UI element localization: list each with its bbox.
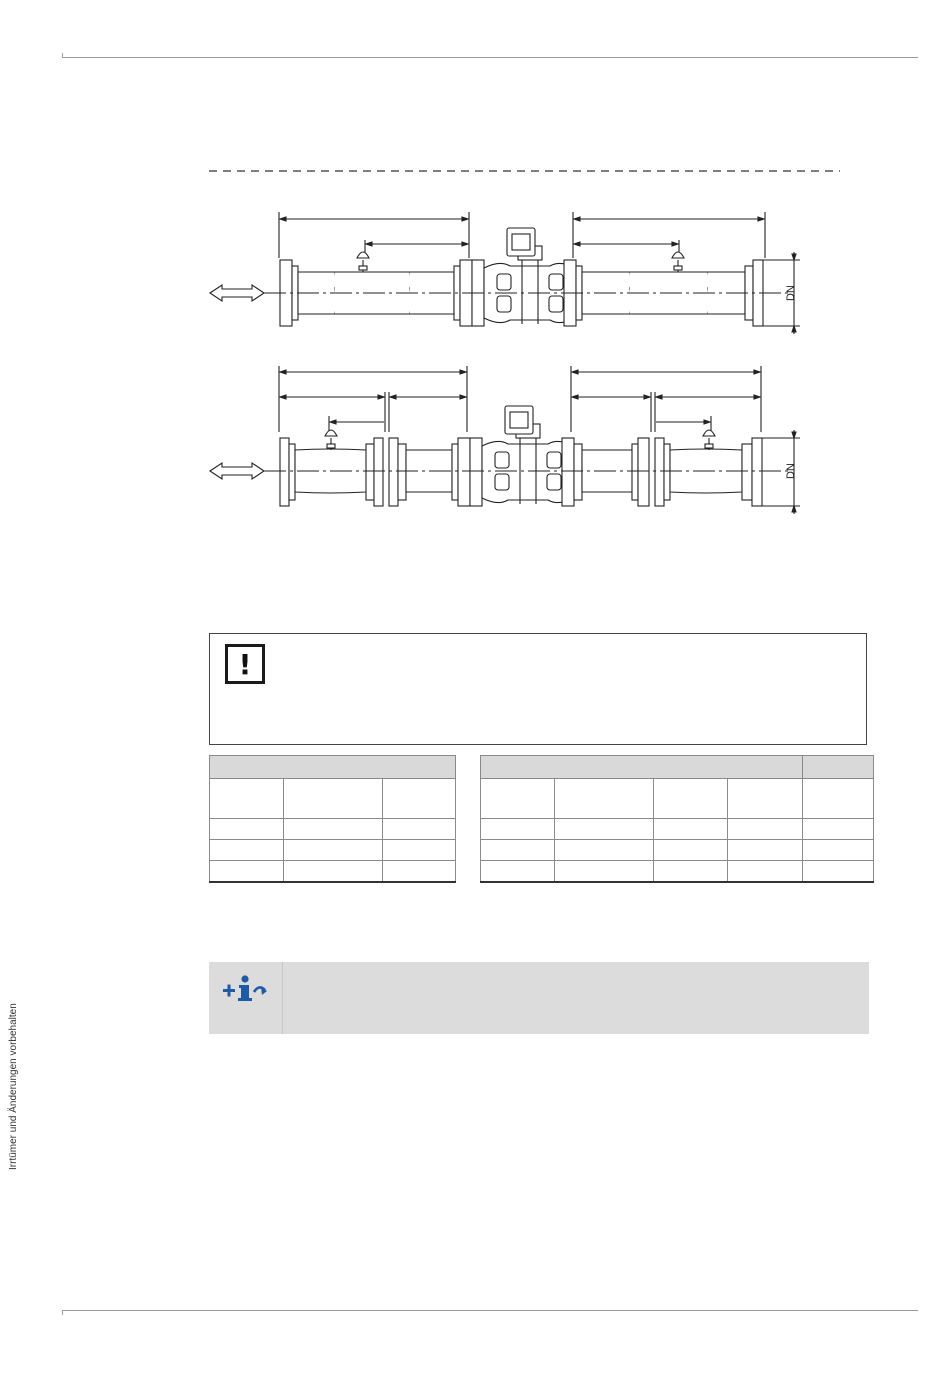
dimensions-table-right — [480, 755, 874, 883]
table-row — [210, 861, 456, 883]
table-row — [481, 819, 874, 840]
dn-label-lower: DN — [785, 463, 797, 479]
dimensions-table-left — [209, 755, 456, 883]
table-header-row — [481, 756, 874, 779]
upper-assembly — [210, 212, 800, 334]
meter-installation-drawing — [200, 160, 840, 530]
table-header-row — [210, 756, 456, 779]
exclamation-warning-icon: ! — [225, 644, 265, 684]
info-reference-box — [209, 962, 869, 1034]
info-icon-cell — [209, 962, 283, 1034]
dn-label-upper: DN — [785, 285, 797, 301]
table-subheader-row — [210, 779, 456, 819]
caution-notice-box — [209, 633, 867, 745]
table-row — [481, 840, 874, 861]
footer-rule — [62, 1310, 918, 1311]
table-row — [481, 861, 874, 883]
table-row — [210, 840, 456, 861]
disclaimer-side-note: Irrtümer und Änderungen vorbehalten — [8, 1003, 19, 1170]
lower-assembly — [210, 366, 800, 514]
header-rule — [62, 57, 918, 58]
plus-info-reference-icon — [221, 972, 281, 1012]
header-rule-tick — [62, 53, 63, 58]
footer-rule-tick — [62, 1310, 63, 1315]
table-subheader-row — [481, 779, 874, 819]
table-row — [210, 819, 456, 840]
